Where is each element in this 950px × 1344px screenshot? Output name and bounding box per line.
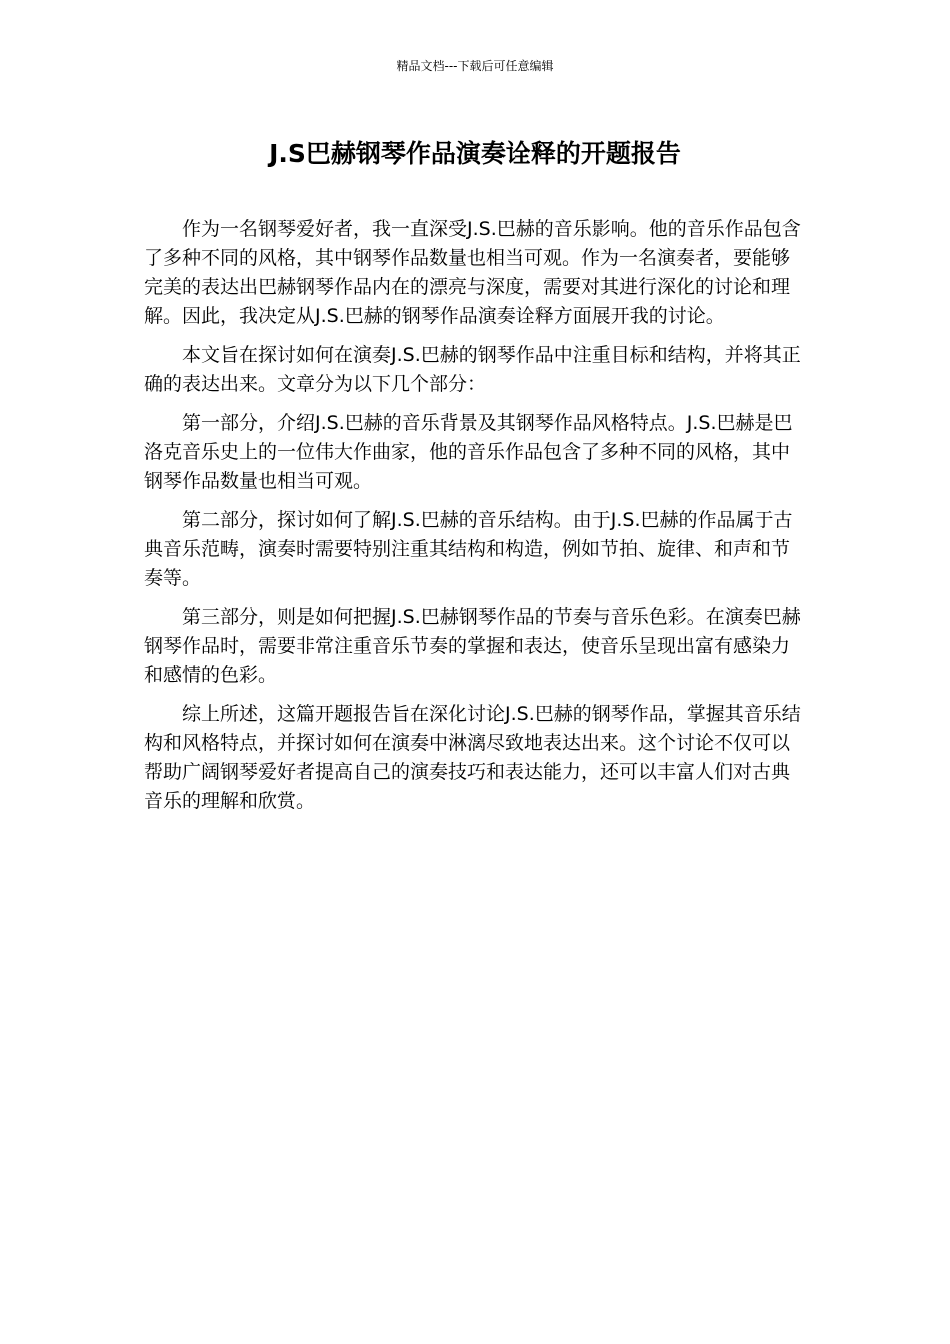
paragraph-conclusion: 综上所述，这篇开题报告旨在深化讨论J.S.巴赫的钢琴作品，掌握其音乐结构和风格特点，并探讨如何在演奏中淋漓尽致地表达出来。这个讨论不仅可以帮助广阔钢琴爱好者提高自己的演奏技巧和表达能力，还可以丰富人们对古典音乐的理解和欣赏。 xyxy=(144,703,801,812)
paragraph-part-one: 第一部分，介绍J.S.巴赫的音乐背景及其钢琴作品风格特点。J.S.巴赫是巴洛克音乐史上的一位伟大作曲家，他的音乐作品包含了多种不同的风格，其中钢琴作品数量也相当可观。 xyxy=(144,412,793,492)
document-title: J.S巴赫钢琴作品演奏诠释的开题报告 xyxy=(269,139,681,168)
paragraph-part-two: 第二部分，探讨如何了解J.S.巴赫的音乐结构。由于J.S.巴赫的作品属于古典音乐范畴，演奏时需要特别注重其结构和构造，例如节拍、旋律、和声和节奏等。 xyxy=(144,509,793,589)
paragraph-part-three: 第三部分，则是如何把握J.S.巴赫钢琴作品的节奏与音乐色彩。在演奏巴赫钢琴作品时，需要非常注重音乐节奏的掌握和表达，使音乐呈现出富有感染力和感情的色彩。 xyxy=(144,606,801,686)
paragraph-intro: 作为一名钢琴爱好者，我一直深受J.S.巴赫的音乐影响。他的音乐作品包含了多种不同的风格，其中钢琴作品数量也相当可观。作为一名演奏者，要能够完美的表达出巴赫钢琴作品内在的漂亮与深度，需要对其进行深化的讨论和理解。因此，我决定从J.S.巴赫的钢琴作品演奏诠释方面展开我的讨论。 xyxy=(144,218,801,327)
document-body xyxy=(144,215,808,826)
header-note: 精品文档---下载后可任意编辑 xyxy=(396,59,554,73)
paragraph-purpose: 本文旨在探讨如何在演奏J.S.巴赫的钢琴作品中注重目标和结构，并将其正确的表达出来。文章分为以下几个部分： xyxy=(144,344,801,395)
